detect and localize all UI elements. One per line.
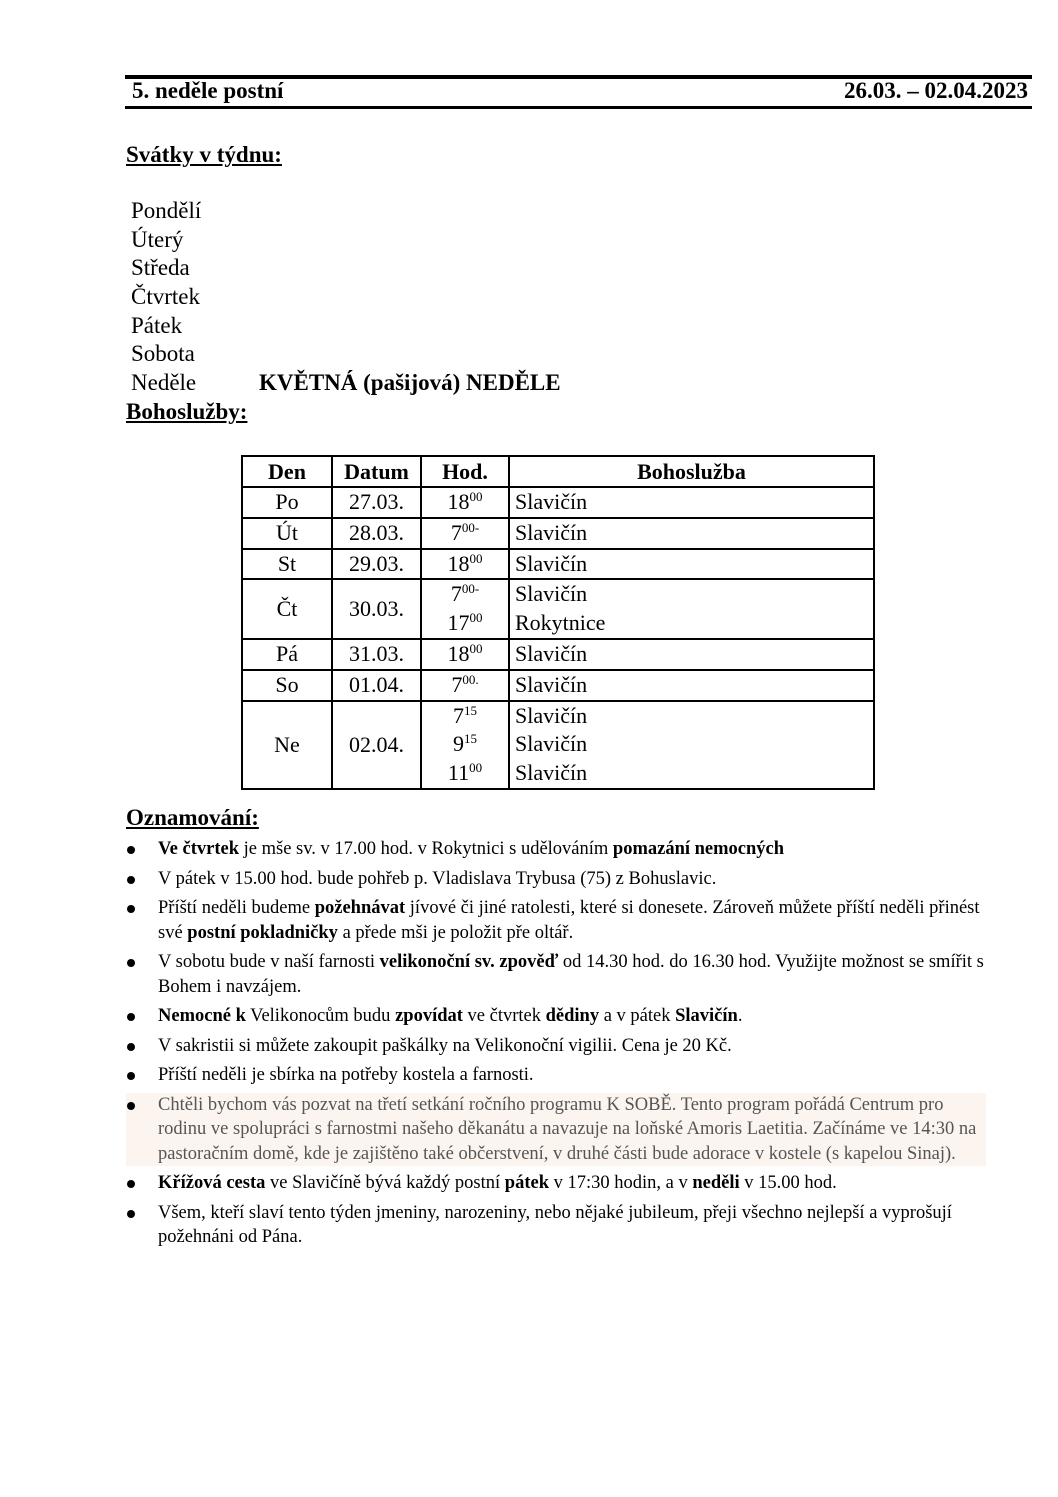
announcement-text: od 14.30 hod. do 16.30 hod. Využijte možnost se smířit s Bohem i navzájem. bbox=[158, 952, 984, 997]
table-row bbox=[242, 701, 874, 789]
week-dates: 26.03. – 02.04.2023 bbox=[844, 78, 1028, 103]
cell-places bbox=[509, 701, 874, 789]
bullet-icon bbox=[127, 1043, 135, 1051]
cell-date: 01.04. bbox=[332, 670, 421, 701]
announcement-item bbox=[126, 837, 996, 862]
cell-day: Pá bbox=[242, 639, 332, 670]
announcement-text: a v pátek bbox=[599, 1006, 676, 1026]
column-header-hour: Hod. bbox=[421, 456, 509, 487]
cell-hours bbox=[421, 518, 509, 549]
announcement-item bbox=[126, 867, 996, 892]
emphasis-text: pátek bbox=[504, 1173, 549, 1193]
time-minutes: 00 bbox=[469, 550, 483, 566]
cell-hours bbox=[421, 549, 509, 580]
emphasis-text: postní pokladničky bbox=[187, 922, 338, 943]
time-line bbox=[422, 640, 508, 669]
time-line bbox=[422, 671, 508, 700]
announcements-heading: Oznamování: bbox=[126, 805, 259, 830]
day-row bbox=[131, 197, 561, 226]
time-line bbox=[422, 730, 508, 759]
cell-day: Út bbox=[242, 518, 332, 549]
services-heading: Bohoslužby: bbox=[126, 399, 248, 424]
emphasis-text: dědiny bbox=[545, 1006, 600, 1026]
day-row bbox=[131, 369, 561, 398]
cell-hours bbox=[421, 579, 509, 639]
header-bottom-rule bbox=[125, 106, 1032, 109]
announcements-list bbox=[126, 837, 996, 1255]
announcement-item bbox=[126, 1004, 996, 1029]
emphasis-text: požehnávat bbox=[314, 898, 406, 918]
announcement-text: Příští neděli je sbírka na potřeby kostela a farnosti. bbox=[158, 1065, 534, 1085]
place-line: Rokytnice bbox=[515, 610, 606, 636]
bullet-icon bbox=[127, 1072, 135, 1080]
announcement-item bbox=[126, 1063, 996, 1088]
cell-places bbox=[509, 487, 874, 518]
time-line bbox=[422, 609, 508, 638]
time-minutes: 00- bbox=[461, 519, 480, 535]
time-line bbox=[422, 702, 508, 731]
cell-date: 02.04. bbox=[332, 701, 421, 789]
feasts-list bbox=[131, 197, 561, 398]
day-name: Středa bbox=[131, 255, 190, 281]
table-row bbox=[242, 670, 874, 701]
place-line: Slavičín bbox=[515, 640, 588, 666]
emphasis-text: pomazání nemocných bbox=[612, 839, 785, 859]
bullet-icon bbox=[127, 1180, 135, 1188]
cell-hours bbox=[421, 487, 509, 518]
time-hour: 7 bbox=[450, 581, 462, 607]
day-name: Pátek bbox=[131, 312, 183, 338]
announcement-item bbox=[126, 1034, 996, 1059]
day-row bbox=[131, 340, 561, 369]
announcement-text: ve Slavičíně bývá každý postní bbox=[265, 1173, 505, 1193]
announcement-text: Všem, kteří slaví tento týden jmeniny, narozeniny, nebo nějaké jubileum, přeji všechno nejlepší a vyprošují požehnáni od Pána. bbox=[158, 1202, 952, 1247]
announcement-text: V sakristii si můžete zakoupit paškálky na Velikonoční vigilii. Cena je 20 Kč. bbox=[158, 1035, 732, 1056]
bullet-icon bbox=[127, 1102, 135, 1110]
cell-places bbox=[509, 639, 874, 670]
column-header-date: Datum bbox=[332, 456, 421, 487]
bullet-icon bbox=[127, 1013, 135, 1021]
announcement-text: . bbox=[737, 1006, 743, 1026]
time-minutes: 15 bbox=[464, 731, 477, 747]
time-minutes: 00 bbox=[469, 489, 483, 504]
place-line: Slavičín bbox=[515, 550, 588, 576]
day-name: Čtvrtek bbox=[131, 284, 200, 310]
time-hour: 17 bbox=[447, 610, 470, 636]
time-line bbox=[422, 759, 508, 788]
table-row bbox=[242, 518, 874, 549]
announcement-text: v 15.00 hod. bbox=[739, 1173, 837, 1193]
day-name: Úterý bbox=[131, 226, 184, 252]
time-hour: 7 bbox=[451, 671, 463, 697]
cell-day: Po bbox=[242, 487, 332, 518]
day-row bbox=[131, 254, 561, 283]
cell-date: 31.03. bbox=[332, 639, 421, 670]
announcement-item bbox=[126, 1201, 996, 1250]
emphasis-text: neděli bbox=[692, 1173, 740, 1193]
day-row bbox=[131, 312, 561, 341]
announcement-text: v 17:30 hodin, a v bbox=[549, 1173, 693, 1193]
time-line bbox=[422, 519, 508, 548]
announcement-text: V pátek v 15.00 hod. bude pohřeb p. Vladislava Trybusa (75) z Bohuslavic. bbox=[158, 868, 717, 889]
table-row bbox=[242, 639, 874, 670]
table-header-row bbox=[242, 456, 874, 487]
emphasis-text: Nemocné k bbox=[158, 1006, 246, 1026]
place-line: Slavičín bbox=[515, 671, 588, 697]
week-title: 5. neděle postní bbox=[132, 78, 284, 103]
time-hour: 18 bbox=[447, 489, 470, 514]
cell-day: St bbox=[242, 549, 332, 580]
cell-places bbox=[509, 518, 874, 549]
day-feast: KVĚTNÁ (pašijová) NEDĚLE bbox=[259, 370, 561, 396]
emphasis-text: Křížová cesta bbox=[158, 1173, 266, 1193]
time-minutes: 00 bbox=[469, 610, 483, 626]
column-header-day: Den bbox=[242, 456, 332, 487]
time-minutes: 00- bbox=[461, 581, 480, 597]
announcement-item bbox=[126, 1171, 996, 1196]
time-hour: 9 bbox=[453, 731, 464, 757]
announcement-text: a přede mši je položit pře oltář. bbox=[337, 922, 574, 943]
table-row bbox=[242, 579, 874, 639]
emphasis-text: zpovídat bbox=[395, 1006, 463, 1026]
cell-places bbox=[509, 579, 874, 639]
announcement-item bbox=[126, 1093, 986, 1167]
emphasis-text: Ve čtvrtek bbox=[158, 839, 239, 859]
announcement-text: jívové či jiné ratolesti, které si donesete. Zároveň můžete příští neděli přinést své bbox=[158, 898, 980, 943]
day-name: Neděle bbox=[131, 370, 197, 396]
cell-places bbox=[509, 670, 874, 701]
cell-date: 28.03. bbox=[332, 518, 421, 549]
cell-day: Ne bbox=[242, 701, 332, 789]
place-line: Slavičín bbox=[515, 702, 588, 728]
emphasis-text: Slavičín bbox=[675, 1006, 738, 1026]
table-row bbox=[242, 487, 874, 518]
day-row bbox=[131, 283, 561, 312]
place-line: Slavičín bbox=[515, 489, 588, 514]
time-minutes: 00 bbox=[469, 760, 483, 776]
place-line: Slavičín bbox=[515, 760, 588, 786]
time-hour: 7 bbox=[450, 519, 462, 545]
day-row bbox=[131, 226, 561, 255]
time-line bbox=[422, 580, 508, 609]
time-hour: 7 bbox=[453, 702, 464, 728]
cell-hours bbox=[421, 701, 509, 789]
bullet-icon bbox=[127, 1210, 135, 1218]
time-hour: 18 bbox=[447, 640, 470, 666]
bullet-icon bbox=[127, 876, 135, 884]
cell-date: 27.03. bbox=[332, 487, 421, 518]
column-header-service: Bohoslužba bbox=[509, 456, 874, 487]
cell-hours bbox=[421, 639, 509, 670]
announcement-item bbox=[126, 896, 996, 945]
time-minutes: 15 bbox=[464, 702, 477, 718]
cell-day: So bbox=[242, 670, 332, 701]
announcement-text: Velikonocům budu bbox=[245, 1006, 396, 1026]
time-minutes: 00 bbox=[469, 640, 483, 656]
announcement-text: ve čtvrtek bbox=[462, 1006, 546, 1026]
time-line bbox=[422, 550, 508, 579]
time-line bbox=[422, 488, 508, 517]
time-hour: 11 bbox=[447, 760, 470, 786]
cell-date: 29.03. bbox=[332, 549, 421, 580]
bullet-icon bbox=[127, 959, 135, 967]
feasts-heading: Svátky v týdnu: bbox=[126, 142, 282, 167]
place-line: Slavičín bbox=[515, 731, 588, 757]
announcement-text: Příští neděli budeme bbox=[158, 898, 315, 918]
bullet-icon bbox=[127, 846, 135, 854]
services-table bbox=[241, 455, 875, 790]
cell-day: Čt bbox=[242, 579, 332, 639]
announcement-item bbox=[126, 950, 996, 999]
time-hour: 18 bbox=[447, 550, 470, 576]
place-line: Slavičín bbox=[515, 519, 588, 545]
cell-hours bbox=[421, 670, 509, 701]
time-minutes: 00. bbox=[462, 671, 479, 687]
table-row bbox=[242, 549, 874, 580]
announcement-text: V sobotu bude v naší farnosti bbox=[158, 952, 380, 972]
announcement-text: je mše sv. v 17.00 hod. v Rokytnici s udělováním bbox=[239, 839, 613, 859]
cell-date: 30.03. bbox=[332, 579, 421, 639]
announcement-text: Chtěli bychom vás pozvat na třetí setkání ročního programu K SOBĚ. Tento program pořádá Centrum pro rodinu ve spolupráci s farnostmi našeho děkanátu a navazuje na loňské Amoris Laetitia. Začínáme ve 14:30 na pastoračním domě, kde je zajištěno také občerstvení, v druhé části bude adorace v kostele (s kapelou Sinaj). bbox=[158, 1094, 977, 1164]
day-name: Pondělí bbox=[131, 198, 202, 223]
cell-places bbox=[509, 549, 874, 580]
place-line: Slavičín bbox=[515, 581, 588, 607]
bullet-icon bbox=[127, 905, 135, 913]
emphasis-text: velikonoční sv. zpověď bbox=[379, 952, 559, 972]
day-name: Sobota bbox=[131, 341, 195, 367]
